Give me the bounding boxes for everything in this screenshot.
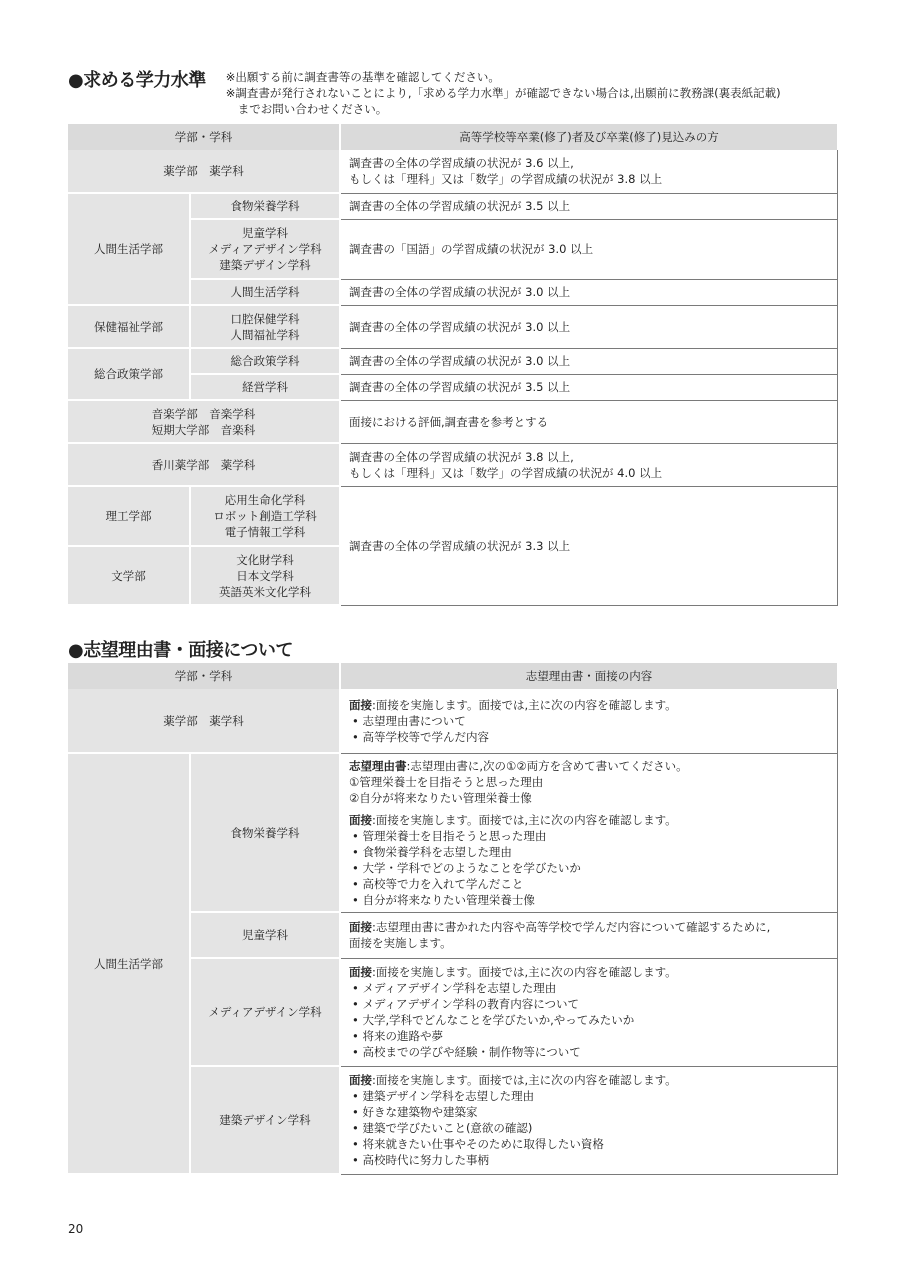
dept-label: 文化財学科 — [236, 552, 294, 567]
content-lead — [349, 758, 829, 774]
requirement-cell — [340, 150, 837, 193]
list-item: • 将来の進路や夢 — [352, 1029, 443, 1043]
dept-label-group — [190, 486, 340, 546]
lead-bold: 面接 — [349, 1073, 372, 1087]
list-item: • 高校等で力を入れて学んだこと — [352, 876, 524, 891]
content-lead — [349, 1072, 829, 1088]
list-item: • 自分が将来なりたい管理栄養士像 — [352, 892, 535, 907]
list-item: • メディアデザイン学科を志望した理由 — [352, 981, 557, 995]
list-item: • 将来就きたい仕事やそのために取得したい資格 — [352, 1137, 604, 1151]
section-heading-academic-level — [68, 66, 781, 117]
requirement-cell: 調査書の全体の学習成績の状況が 3.5 以上 — [340, 374, 837, 400]
requirement-line: 調査書の全体の学習成績の状況が 3.8 以上, — [349, 449, 574, 464]
table-row — [68, 348, 837, 374]
lead-bold: 面接 — [349, 697, 372, 712]
requirement-cell — [340, 443, 837, 486]
dept-label: 薬学部 薬学科 — [68, 689, 340, 753]
lead-bold: 志望理由書 — [349, 758, 407, 773]
faculty-label: 保健福祉学部 — [68, 305, 190, 348]
requirement-line: もしくは「理科」又は「数学」の学習成績の状況が 3.8 以上 — [349, 172, 663, 187]
dept-label-group — [190, 219, 340, 279]
list-item: ②自分が将来なりたい管理栄養士像 — [349, 790, 532, 805]
dept-label-group — [190, 305, 340, 348]
list-item: • 食物栄養学科を志望した理由 — [352, 844, 512, 859]
note-line: までお問い合わせください。 — [237, 102, 388, 116]
table-row — [68, 443, 837, 486]
list-item: • 志望理由書について — [352, 713, 466, 728]
lead-bold: 面接 — [349, 812, 372, 827]
academic-level-table — [68, 124, 838, 606]
section-heading-interview — [68, 636, 293, 662]
list-item: • 大学,学科でどんなことを学びたいか,やってみたいか — [352, 1013, 635, 1027]
list-item: • 好きな建築物や建築家 — [352, 1105, 478, 1119]
list-item: • 高校までの学びや経験・制作物等について — [352, 1045, 581, 1059]
list-item: • 建築で学びたいこと(意欲の確認) — [352, 1121, 533, 1135]
page-number: 20 — [68, 1222, 84, 1236]
dept-label: 口腔保健学科 — [230, 311, 300, 326]
table-row — [68, 753, 837, 912]
dept-label: ロボット創造工学科 — [213, 509, 317, 523]
list-item: • 管理栄養士を目指そうと思った理由 — [352, 828, 547, 843]
table-row — [68, 150, 837, 193]
lead-text: 面接を実施します。 — [349, 936, 452, 950]
dept-label: 経営学科 — [190, 374, 340, 400]
header-department: 学部・学科 — [68, 663, 340, 689]
header-department: 学部・学科 — [68, 124, 340, 150]
list-item: • 建築デザイン学科を志望した理由 — [352, 1089, 535, 1103]
dept-label: 日本文学科 — [236, 568, 294, 583]
dept-label: 短期大学部 音楽科 — [151, 422, 256, 437]
dept-label: 建築デザイン学科 — [219, 258, 311, 272]
table-row — [68, 305, 837, 348]
dept-label: 英語英米文化学科 — [219, 584, 311, 599]
dept-label: 人間生活学科 — [190, 279, 340, 305]
list-item: • メディアデザイン学科の教育内容について — [352, 997, 579, 1011]
table-header-row — [68, 663, 837, 689]
list-item: • 大学・学科でどのようなことを学びたいか — [352, 860, 581, 875]
table-row — [68, 193, 837, 219]
lead-bold: 面接 — [349, 965, 372, 979]
lead-text: :面接を実施します。面接では,主に次の内容を確認します。 — [372, 812, 677, 827]
notes — [226, 66, 781, 117]
lead-text: :面接を実施します。面接では,主に次の内容を確認します。 — [372, 697, 677, 712]
dept-label: 児童学科 — [242, 226, 288, 240]
requirement-cell: 調査書の全体の学習成績の状況が 3.5 以上 — [340, 193, 837, 219]
list-item: • 高等学校等で学んだ内容 — [352, 729, 489, 744]
dept-label: 総合政策学科 — [190, 348, 340, 374]
content-cell — [340, 912, 837, 958]
dept-label: 香川薬学部 薬学科 — [68, 443, 340, 486]
content-block — [349, 812, 829, 908]
list-item: ①管理栄養士を目指そうと思った理由 — [349, 774, 544, 789]
requirement-cell: 面接における評価,調査書を参考とする — [340, 400, 837, 443]
dept-label-group — [68, 400, 340, 443]
content-cell — [340, 689, 837, 753]
note-line: ※調査書が発行されないことにより,「求める学力水準」が確認できない場合は,出願前に教務課(裏表紙記載) — [225, 86, 781, 100]
lead-text: :志望理由書に書かれた内容や高等学校で学んだ内容について確認するために, — [372, 920, 771, 934]
dept-label: 応用生命化学科 — [224, 493, 306, 507]
content-block — [349, 758, 829, 806]
content-lead — [349, 964, 829, 980]
interview-table — [68, 663, 838, 1175]
lead-text: :志望理由書に,次の①②両方を含めて書いてください。 — [406, 758, 688, 773]
list-item: • 高校時代に努力した事柄 — [352, 1153, 489, 1167]
dept-label: 建築デザイン学科 — [190, 1066, 340, 1174]
dept-label: 食物栄養学科 — [190, 753, 340, 912]
dept-label: 児童学科 — [190, 912, 340, 958]
section-title: ●求める学力水準 — [68, 70, 206, 91]
dept-label: 人間福祉学科 — [230, 327, 300, 342]
lead-text: :面接を実施します。面接では,主に次の内容を確認します。 — [372, 1073, 677, 1087]
table-row — [68, 689, 837, 753]
lead-bold: 面接 — [349, 920, 372, 934]
requirement-cell: 調査書の全体の学習成績の状況が 3.0 以上 — [340, 348, 837, 374]
faculty-label: 人間生活学部 — [68, 753, 190, 1174]
content-lead — [349, 812, 829, 828]
header-requirement: 高等学校等卒業(修了)者及び卒業(修了)見込みの方 — [340, 124, 837, 150]
dept-label-group — [190, 546, 340, 605]
faculty-label: 文学部 — [68, 546, 190, 605]
header-content: 志望理由書・面接の内容 — [340, 663, 837, 689]
dept-label: 音楽学部 音楽学科 — [151, 406, 256, 421]
table-row — [68, 486, 837, 546]
lead-text: :面接を実施します。面接では,主に次の内容を確認します。 — [372, 965, 677, 979]
table-row — [68, 400, 837, 443]
content-lead — [349, 919, 829, 935]
faculty-label: 人間生活学部 — [68, 193, 190, 305]
dept-label: メディアデザイン学科 — [208, 242, 322, 256]
dept-label: メディアデザイン学科 — [190, 958, 340, 1066]
requirement-cell: 調査書の全体の学習成績の状況が 3.0 以上 — [340, 305, 837, 348]
requirement-line: 調査書の全体の学習成績の状況が 3.6 以上, — [349, 156, 574, 171]
section-title: ●志望理由書・面接について — [68, 640, 293, 661]
dept-label: 薬学部 薬学科 — [68, 150, 340, 193]
dept-label: 電子情報工学科 — [224, 525, 306, 539]
content-cell — [340, 753, 837, 912]
note-line: ※出願する前に調査書等の基準を確認してください。 — [225, 70, 500, 84]
dept-label: 食物栄養学科 — [190, 193, 340, 219]
content-cell — [340, 1066, 837, 1174]
content-lead — [349, 697, 829, 713]
faculty-label: 理工学部 — [68, 486, 190, 546]
requirement-line: もしくは「理科」又は「数学」の学習成績の状況が 4.0 以上 — [349, 465, 663, 480]
table-header-row — [68, 124, 837, 150]
requirement-cell: 調査書の全体の学習成績の状況が 3.0 以上 — [340, 279, 837, 305]
faculty-label: 総合政策学部 — [68, 348, 190, 400]
requirement-cell: 調査書の「国語」の学習成績の状況が 3.0 以上 — [340, 219, 837, 279]
requirement-cell: 調査書の全体の学習成績の状況が 3.3 以上 — [340, 486, 837, 605]
content-cell — [340, 958, 837, 1066]
